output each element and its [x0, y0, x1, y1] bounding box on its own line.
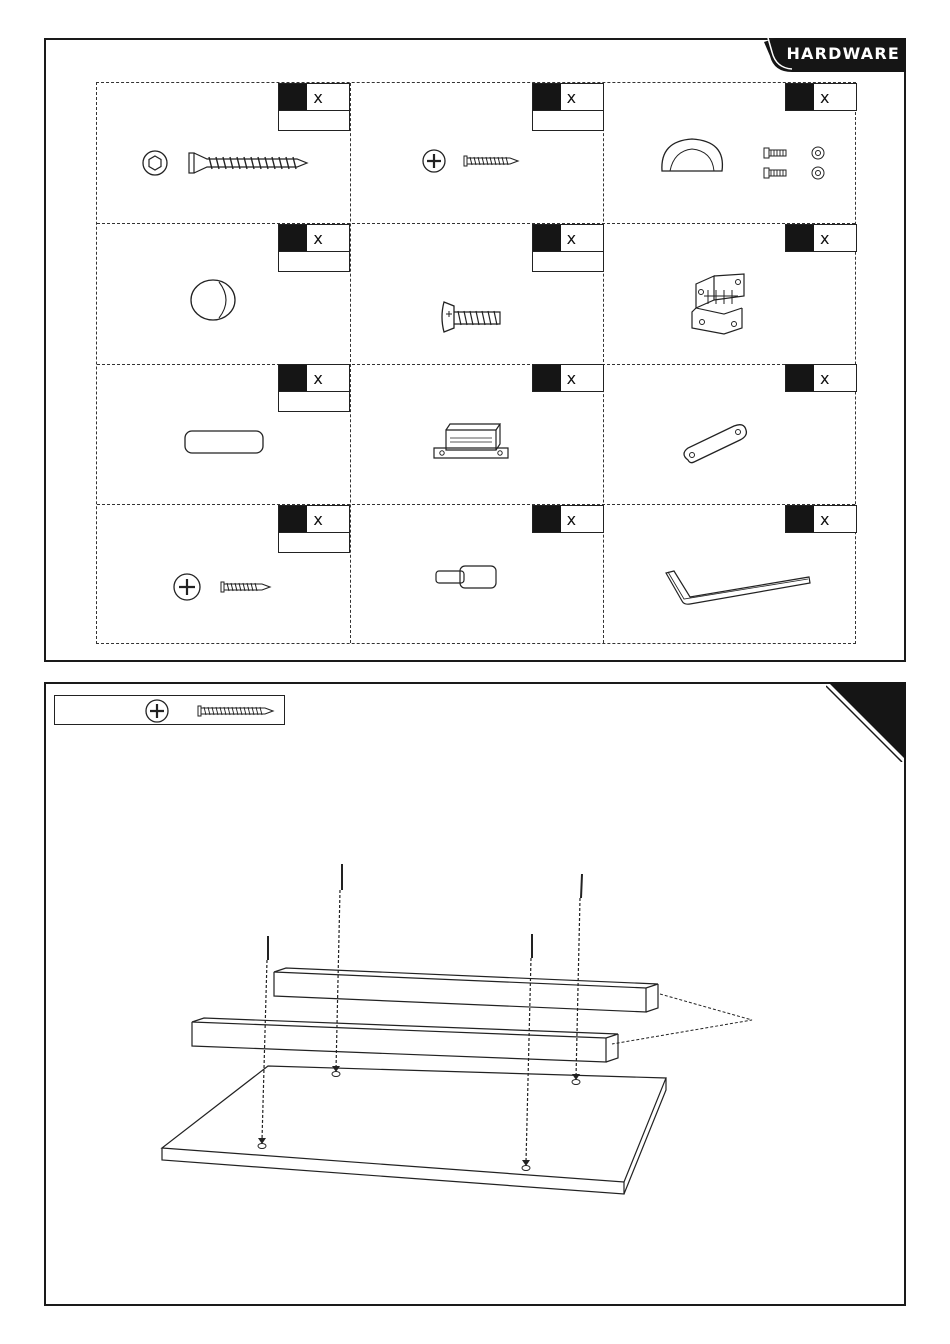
hardware-item-short-phillips-screw: [350, 83, 603, 224]
screw-holes: [258, 1072, 580, 1171]
quantity-box: x: [532, 364, 604, 392]
hardware-item-round-knob: [97, 224, 350, 365]
quantity-box: x: [785, 224, 857, 252]
screw-arrows: [258, 1066, 580, 1166]
screw-guides: [262, 864, 582, 1162]
hardware-item-cup-pull-handle: [604, 83, 857, 224]
hinge-icon: [604, 224, 857, 364]
quantity-box: x: [785, 505, 857, 533]
quantity-box: x: [278, 224, 350, 252]
hardware-item-connector-plate: [604, 364, 857, 505]
board-and-rails-assembly: [46, 684, 904, 1304]
quantity-box: x: [532, 505, 604, 533]
quantity-box: x: [532, 83, 604, 111]
hardware-tab: [764, 38, 906, 72]
hardware-title: HARDWARE: [786, 44, 900, 63]
hardware-item-machine-bolt: [350, 224, 603, 365]
assembly-step-panel: [44, 682, 906, 1306]
hex-socket-screw-icon: [97, 83, 350, 223]
hardware-item-hinge: [604, 224, 857, 365]
quantity-box: x: [278, 364, 350, 392]
hardware-item-magnetic-catch: [350, 364, 603, 505]
connector-plate-icon: [604, 364, 857, 504]
quantity-box: x: [278, 83, 350, 111]
knob-icon: [97, 224, 350, 364]
machine-bolt-icon: [350, 224, 603, 364]
allen-key-icon: [604, 505, 857, 645]
shelf-pin-icon: [350, 505, 603, 645]
hardware-item-allen-key: [604, 505, 857, 646]
rail-front: [192, 1018, 618, 1062]
hardware-grid: [96, 82, 856, 644]
hardware-item-shelf-pin: [350, 505, 603, 646]
base-board: [162, 1066, 666, 1194]
hardware-item-wood-dowel: [97, 364, 350, 505]
quantity-box: x: [532, 224, 604, 252]
phillips-screw-icon: [350, 83, 603, 223]
rail-back: [274, 968, 658, 1012]
phillips-screw-icon: [97, 505, 350, 645]
quantity-box: x: [278, 505, 350, 533]
hardware-item-small-phillips-screw: [97, 505, 350, 646]
callout-lines: [612, 994, 752, 1044]
quantity-box: x: [785, 83, 857, 111]
hardware-item-long-wood-screw: [97, 83, 350, 224]
cup-handle-icon: [604, 83, 857, 223]
hardware-panel: [44, 38, 906, 662]
magnetic-catch-icon: [350, 364, 603, 504]
quantity-box: x: [785, 364, 857, 392]
dowel-icon: [97, 364, 350, 504]
